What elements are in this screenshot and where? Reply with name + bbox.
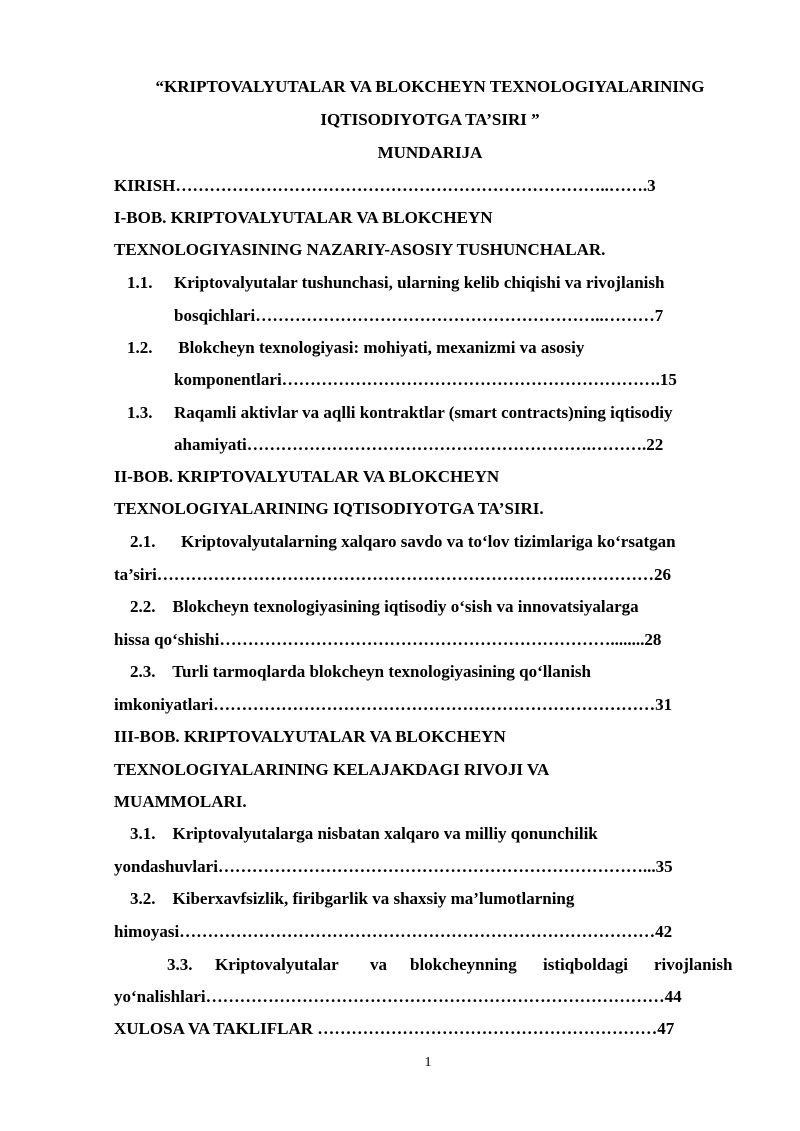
toc-section-2-3-line2: imkoniyatlari……………………………………………………………………31 — [114, 695, 673, 714]
toc-section-3-2-line1: 3.2. Kiberxavfsizlik, firibgarlik va shaxsiy ma’lumotlarning — [130, 889, 575, 908]
toc-conclusion: XULOSA VA TAKLIFLAR ……………………………………………………47 — [114, 1019, 675, 1038]
toc-section-3-2-line2: himoyasi…………………………………………………………………………42 — [114, 922, 673, 941]
toc-section-3-1-line1: 3.1. Kriptovalyutalarga nisbatan xalqaro va milliy qonunchilik — [130, 824, 598, 843]
toc-section-3-3-word: blokcheynning — [410, 955, 517, 974]
toc-section-3-3-word: rivojlanish — [654, 955, 733, 974]
toc-section-1-1-number: 1.1. — [127, 273, 153, 292]
toc-chapter2-line1: II-BOB. KRIPTOVALYUTALAR VA BLOKCHEYN — [114, 467, 500, 486]
toc-intro: KIRISH…………………………………………………………………..…….3 — [114, 176, 656, 195]
toc-section-3-3-word: Kriptovalyutalar — [215, 955, 339, 974]
document-title-line1: “KRIPTOVALYUTALAR VA BLOKCHEYN TEXNOLOGIYALARINING — [155, 77, 705, 96]
toc-chapter1-line1: I-BOB. KRIPTOVALYUTALAR VA BLOKCHEYN — [114, 208, 493, 227]
document-title-line2: IQTISODIYOTGA TA’SIRI ” — [320, 110, 540, 129]
toc-section-2-2-line1: 2.2. Blokcheyn texnologiyasining iqtisodiy o‘sish va innovatsiyalarga — [130, 597, 639, 616]
toc-section-1-1-line2: bosqichlari……………………………………………………..………7 — [174, 306, 664, 325]
toc-section-2-1-line1: 2.1. Kriptovalyutalarning xalqaro savdo va to‘lov tizimlariga ko‘rsatgan — [130, 532, 676, 551]
toc-section-1-3-line1: Raqamli aktivlar va aqlli kontraktlar (smart contracts)ning iqtisodiy — [174, 403, 673, 422]
toc-chapter3-line2: TEXNOLOGIYALARINING KELAJAKDAGI RIVOJI VA — [114, 760, 550, 779]
toc-section-3-3-word: istiqboldagi — [543, 955, 629, 974]
toc-section-1-1-line1: Kriptovalyutalar tushunchasi, ularning kelib chiqishi va rivojlanish — [174, 273, 665, 292]
toc-section-3-1-line2: yondashuvlari…………………………………………………………………...35 — [114, 857, 673, 876]
toc-section-1-2-line1: Blokcheyn texnologiyasi: mohiyati, mexanizmi va asosiy — [174, 338, 585, 357]
page-number: 1 — [424, 1055, 432, 1070]
toc-section-1-3-number: 1.3. — [127, 403, 153, 422]
toc-section-3-3-line2: yo‘nalishlari………………………………………………………………………44 — [114, 987, 682, 1006]
toc-section-3-3-word: va — [370, 955, 387, 974]
toc-chapter1-line2: TEXNOLOGIYASINING NAZARIY-ASOSIY TUSHUNCHALAR. — [114, 240, 606, 259]
contents-heading: MUNDARIJA — [377, 143, 483, 162]
toc-chapter3-line3: MUAMMOLARI. — [114, 792, 247, 811]
toc-chapter2-line2: TEXNOLOGIYALARINING IQTISODIYOTGA TA’SIRI. — [114, 499, 544, 518]
toc-section-2-3-line1: 2.3. Turli tarmoqlarda blokcheyn texnologiyasining qo‘llanish — [130, 662, 591, 681]
toc-section-2-1-line2: ta’siri……………………………………………………………….……………26 — [114, 565, 672, 584]
toc-section-1-2-number: 1.2. — [127, 338, 153, 357]
toc-section-2-2-line2: hissa qo‘shishi……………………………………………………………........28 — [114, 630, 662, 649]
toc-section-1-3-line2: ahamiyati…………………………………………………….……….22 — [174, 435, 664, 454]
toc-section-1-2-line2: komponentlari………………………………………………………….15 — [174, 370, 677, 389]
toc-section-3-3-number: 3.3. — [167, 955, 193, 974]
toc-chapter3-line1: III-BOB. KRIPTOVALYUTALAR VA BLOKCHEYN — [114, 727, 506, 746]
